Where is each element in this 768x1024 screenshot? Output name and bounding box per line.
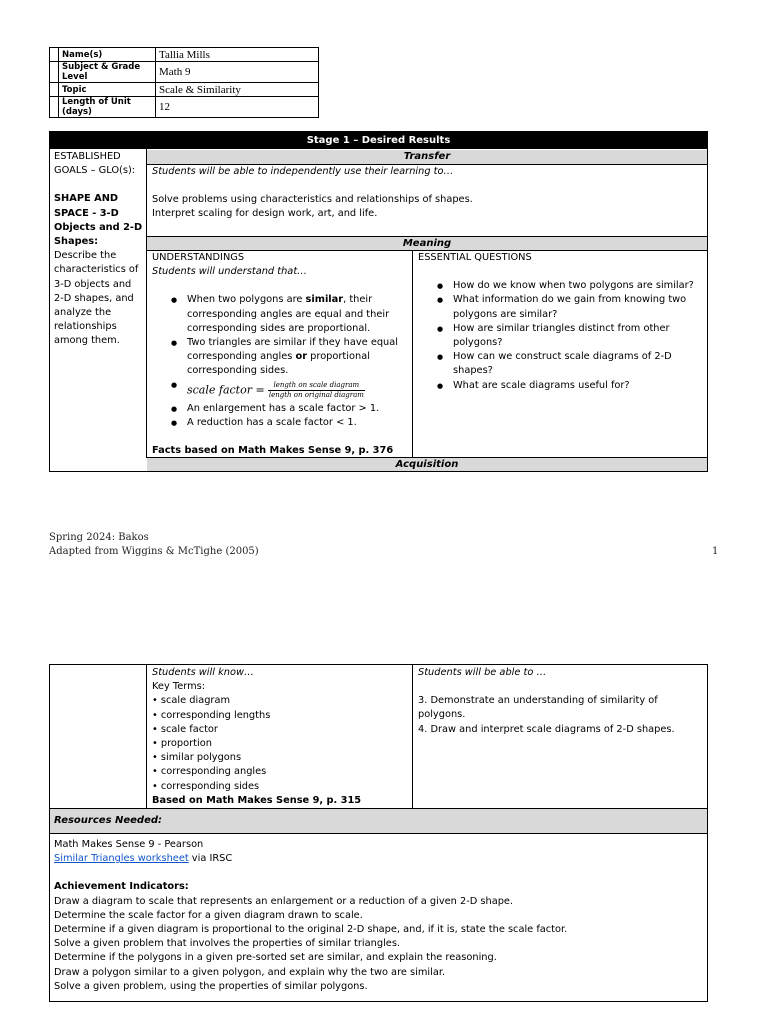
understandings-divider — [412, 251, 413, 457]
key-term-item: • proportion — [152, 738, 212, 750]
info-row-name — [50, 48, 319, 62]
skills-cell — [418, 666, 704, 737]
achievement-item: Determine if the polygons in a given pre-sorted set are similar, and explain the reasoning. — [54, 952, 497, 964]
list-item — [152, 336, 408, 379]
achievement-item: Determine the scale factor for a given diagram drawn to scale. — [54, 909, 363, 921]
resources-bottom-rule — [50, 833, 707, 834]
resource-suffix: via IRSC — [188, 853, 233, 865]
key-term-item: • scale factor — [152, 723, 218, 735]
info-label: Topic — [59, 83, 156, 97]
essential-questions-list — [418, 279, 704, 393]
key-term-item: • corresponding angles — [152, 766, 267, 778]
list-item: ● How can we construct scale diagrams of 2-D shapes? — [418, 350, 704, 378]
achievement-item: Determine if a given diagram is proportional to the original 2-D shape, and, if it is, state the scale factor. — [54, 924, 568, 936]
achievement-title: Achievement Indicators: — [54, 881, 189, 893]
understandings-source: Facts based on Math Makes Sense 9, p. 376 — [152, 445, 394, 456]
goals-cell — [54, 150, 144, 349]
goals-text: Describe the characteristics of 3-D objects and 2-D shapes, and analyze the relationships among them. — [54, 250, 139, 347]
essential-questions-title: ESSENTIAL QUESTIONS — [418, 252, 532, 263]
transfer-line: Solve problems using characteristics and relationships of shapes. — [152, 194, 473, 206]
key-term-item: • similar polygons — [152, 752, 242, 764]
goals-heading: SHAPE AND SPACE - 3-D Objects and 2-D Shapes: — [54, 193, 143, 248]
info-row-subject — [50, 62, 319, 83]
skills-intro: Students will be able to … — [418, 667, 547, 678]
resource-item: Math Makes Sense 9 - Pearson — [54, 839, 204, 850]
info-label: Name(s) — [59, 48, 156, 62]
understanding-emphasis: similar — [305, 294, 344, 306]
list-item: ● What are scale diagrams useful for? — [418, 379, 704, 393]
info-row-length — [50, 97, 319, 118]
list-item: ● How are similar triangles distinct from other polygons? — [418, 322, 704, 350]
understanding-emphasis: or — [295, 351, 308, 363]
page-number: 1 — [712, 546, 719, 557]
list-item: ● How do we know when two polygons are similar? — [418, 279, 704, 293]
transfer-band: Transfer — [147, 150, 707, 164]
achievement-item: Solve a given problem, using the properties of similar polygons. — [54, 980, 368, 992]
info-label: Subject & Grade Level — [59, 62, 156, 83]
knowledge-cell — [152, 666, 408, 808]
goals-title: ESTABLISHED GOALS – GLO(s): — [54, 151, 136, 177]
transfer-line: Interpret scaling for design work, art, and life. — [152, 208, 378, 220]
understandings-intro: Students will understand that… — [152, 266, 307, 278]
left-column-divider — [146, 665, 147, 808]
stage1-table — [49, 131, 708, 472]
goals-divider — [146, 149, 147, 458]
meaning-band: Meaning — [147, 237, 707, 250]
info-blank-cell — [50, 97, 59, 118]
essential-questions-cell — [418, 251, 704, 393]
achievement-item: Draw a diagram to scale that represents an enlargement or a reduction of a given 2-D shape. — [54, 895, 514, 907]
understanding-text: proportional corresponding sides. — [187, 351, 370, 377]
skill-item: 3. Demonstrate an understanding of similarity of polygons. — [418, 695, 658, 721]
formula-lhs: scale factor = — [187, 383, 265, 397]
info-value-subject: Math 9 — [156, 62, 319, 83]
understandings-title: UNDERSTANDINGS — [152, 252, 245, 263]
formula-fraction — [268, 381, 365, 400]
footer-source: Adapted from Wiggins & McTighe (2005) — [49, 546, 259, 557]
list-item: ● A reduction has a scale factor < 1. — [152, 416, 408, 430]
knowledge-intro: Students will know… — [152, 667, 254, 678]
resources-band: Resources Needed: — [50, 809, 707, 833]
achievement-item: Solve a given problem that involves the properties of similar triangles. — [54, 938, 401, 950]
resource-item-link-row — [54, 852, 704, 866]
info-blank-cell — [50, 83, 59, 97]
info-blank-cell — [50, 62, 59, 83]
footer-credit: Spring 2024: Bakos — [49, 532, 149, 543]
transfer-intro: Students will be able to independently use their learning to… — [152, 166, 454, 177]
understandings-cell — [152, 251, 408, 430]
understanding-text: , their corresponding angles are equal and their corresponding sides are proportional. — [187, 294, 390, 334]
list-item — [152, 293, 408, 336]
key-term-item: • corresponding sides — [152, 780, 260, 792]
formula-numerator: length on scale diagram — [268, 381, 365, 391]
formula-denominator: length on original diagram — [268, 390, 364, 399]
understandings-list — [152, 293, 408, 430]
info-blank-cell — [50, 48, 59, 62]
info-row-topic — [50, 83, 319, 97]
key-terms-label: Key Terms: — [152, 681, 206, 693]
list-item: ● What information do we gain from knowing two polygons are similar? — [418, 293, 704, 321]
info-value-length: 12 — [156, 97, 319, 118]
resources-cell — [54, 838, 704, 994]
key-term-item: • scale diagram — [152, 695, 230, 707]
understanding-text: Two triangles are similar if they have equal corresponding angles — [187, 337, 398, 363]
info-value-name: Tallia Mills — [156, 48, 319, 62]
stage1-title: Stage 1 – Desired Results — [50, 132, 707, 149]
info-value-topic: Scale & Similarity — [156, 83, 319, 97]
knowledge-source: Based on Math Makes Sense 9, p. 315 — [152, 794, 362, 806]
achievement-item: Draw a polygon similar to a given polygon, and explain why the two are similar. — [54, 966, 446, 978]
understanding-text: When two polygons are — [187, 294, 306, 306]
list-item: ● An enlargement has a scale factor > 1. — [152, 402, 408, 416]
skill-item: 4. Draw and interpret scale diagrams of 2-D shapes. — [418, 723, 675, 735]
acquisition-band: Acquisition — [147, 458, 707, 471]
worksheet-link[interactable]: Similar Triangles worksheet — [54, 853, 189, 865]
info-label: Length of Unit (days) — [59, 97, 156, 118]
transfer-cell — [152, 165, 702, 222]
acquisition-table — [49, 664, 708, 1002]
middle-column-divider — [412, 665, 413, 808]
unit-info-table — [49, 47, 319, 118]
key-term-item: • corresponding lengths — [152, 709, 271, 721]
list-item-formula — [152, 379, 408, 402]
